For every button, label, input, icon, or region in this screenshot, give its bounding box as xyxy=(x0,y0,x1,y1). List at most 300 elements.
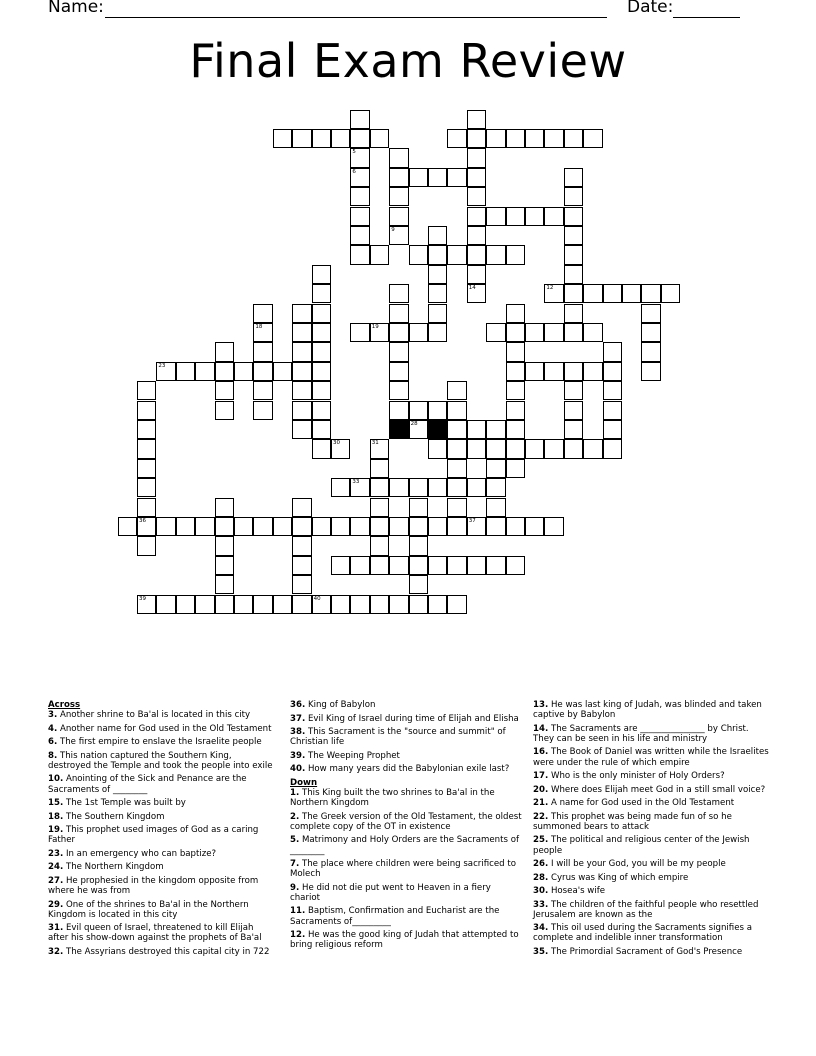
crossword-cell[interactable] xyxy=(506,381,525,400)
clue-number-label: 39 xyxy=(139,595,146,602)
crossword-cell[interactable] xyxy=(447,401,466,420)
crossword-cell[interactable] xyxy=(331,556,350,575)
crossword-cell[interactable] xyxy=(641,342,660,361)
crossword-cell[interactable] xyxy=(137,498,156,517)
clue-item xyxy=(533,724,769,744)
crossword-cell[interactable] xyxy=(525,323,544,342)
clue-number: 20. xyxy=(533,784,549,795)
crossword-cell[interactable] xyxy=(312,362,331,381)
crossword-cell[interactable] xyxy=(447,478,466,497)
crossword-cell[interactable] xyxy=(389,342,408,361)
crossword-cell[interactable] xyxy=(641,323,660,342)
crossword-cell[interactable] xyxy=(641,284,660,303)
clue-text: Where does Elijah meet God in a still small voice? xyxy=(548,784,766,795)
clue-text: The Southern Kingdom xyxy=(63,811,165,822)
crossword-cell[interactable] xyxy=(137,381,156,400)
clue-text: Matrimony and Holy Orders are the Sacraments of ________ xyxy=(290,835,519,856)
crossword-cell[interactable] xyxy=(312,265,331,284)
clue-number: 31. xyxy=(48,923,64,934)
clue-item xyxy=(290,883,522,903)
crossword-cell[interactable] xyxy=(467,168,486,187)
crossword-cell[interactable] xyxy=(447,129,466,148)
crossword-cell[interactable] xyxy=(331,478,350,497)
crossword-cell[interactable] xyxy=(389,187,408,206)
clue-number: 12. xyxy=(290,930,306,941)
crossword-cell[interactable] xyxy=(409,478,428,497)
crossword-cell[interactable] xyxy=(564,168,583,187)
crossword-cell[interactable] xyxy=(428,245,447,264)
crossword-cell[interactable] xyxy=(370,459,389,478)
crossword-cell[interactable] xyxy=(253,517,272,536)
clue-text: The Primordial Sacrament of God's Presence xyxy=(548,946,743,957)
crossword-cell[interactable] xyxy=(215,342,234,361)
crossword-cell[interactable] xyxy=(409,401,428,420)
crossword-cell[interactable] xyxy=(273,362,292,381)
crossword-cell[interactable] xyxy=(409,517,428,536)
crossword-cell[interactable] xyxy=(564,207,583,226)
crossword-cell[interactable] xyxy=(506,323,525,342)
crossword-cell[interactable] xyxy=(486,207,505,226)
crossword-cell[interactable] xyxy=(409,420,428,439)
clue-number: 36. xyxy=(290,700,306,710)
clue-number: 29. xyxy=(48,899,64,910)
crossword-cell[interactable] xyxy=(622,284,641,303)
clue-item xyxy=(48,947,276,957)
crossword-cell[interactable] xyxy=(137,536,156,555)
clue-number: 17. xyxy=(533,771,549,782)
clue-text: This Sacrament is the "source and summit" of Christian life xyxy=(290,727,506,748)
crossword-cell[interactable] xyxy=(350,168,369,187)
clue-number: 18. xyxy=(48,811,64,822)
across-clue-list xyxy=(48,710,276,957)
crossword-cell[interactable] xyxy=(428,439,447,458)
crossword-cell[interactable] xyxy=(467,129,486,148)
clue-number: 13. xyxy=(533,700,549,710)
crossword-cell[interactable] xyxy=(389,381,408,400)
crossword-cell[interactable] xyxy=(428,556,447,575)
crossword-cell[interactable] xyxy=(253,381,272,400)
crossword-cell[interactable] xyxy=(312,381,331,400)
crossword-cell[interactable] xyxy=(350,323,369,342)
clue-text: He was the good king of Judah that attempted to bring religious reform xyxy=(290,930,519,951)
crossword-cell[interactable] xyxy=(486,420,505,439)
crossword-cell[interactable] xyxy=(583,284,602,303)
crossword-cell[interactable] xyxy=(137,420,156,439)
crossword-cell[interactable] xyxy=(603,401,622,420)
crossword-cell[interactable] xyxy=(506,517,525,536)
crossword-cell[interactable] xyxy=(603,439,622,458)
crossword-cell[interactable] xyxy=(641,304,660,323)
crossword-cell[interactable] xyxy=(312,342,331,361)
clue-item xyxy=(533,859,769,869)
crossword-cell[interactable] xyxy=(409,595,428,614)
crossword-cell[interactable] xyxy=(603,342,622,361)
crossword-cell[interactable] xyxy=(215,595,234,614)
crossword-cell[interactable] xyxy=(312,595,331,614)
crossword-cell[interactable] xyxy=(389,401,408,420)
crossword-cell[interactable] xyxy=(506,129,525,148)
crossword-cell[interactable] xyxy=(292,381,311,400)
clue-text: Another name for God used in the Old Testament xyxy=(57,723,272,734)
crossword-cell[interactable] xyxy=(156,517,175,536)
crossword-cell[interactable] xyxy=(389,362,408,381)
clue-text: A name for God used in the Old Testament xyxy=(548,798,735,809)
clue-number: 9. xyxy=(290,882,300,893)
crossword-cell[interactable] xyxy=(447,168,466,187)
crossword-cell[interactable] xyxy=(564,284,583,303)
crossword-cell[interactable] xyxy=(215,536,234,555)
crossword-cell[interactable] xyxy=(467,517,486,536)
crossword-cell[interactable] xyxy=(525,517,544,536)
crossword-cell[interactable] xyxy=(389,284,408,303)
crossword-cell[interactable] xyxy=(292,401,311,420)
crossword-cell[interactable] xyxy=(661,284,680,303)
crossword-cell[interactable] xyxy=(467,556,486,575)
crossword-cell[interactable] xyxy=(389,595,408,614)
clue-number: 27. xyxy=(48,875,64,886)
crossword-cell[interactable] xyxy=(506,207,525,226)
crossword-cell[interactable] xyxy=(292,362,311,381)
crossword-cell[interactable] xyxy=(447,459,466,478)
crossword-cell[interactable] xyxy=(603,420,622,439)
crossword-cell[interactable] xyxy=(292,575,311,594)
crossword-cell[interactable] xyxy=(389,517,408,536)
crossword-cell[interactable] xyxy=(467,245,486,264)
crossword-cell[interactable] xyxy=(312,420,331,439)
crossword-cell[interactable] xyxy=(428,226,447,245)
crossword-cell[interactable] xyxy=(292,517,311,536)
crossword-cell[interactable] xyxy=(525,362,544,381)
crossword-cell[interactable] xyxy=(350,556,369,575)
crossword-cell[interactable] xyxy=(564,362,583,381)
crossword-cell[interactable] xyxy=(176,517,195,536)
clue-item xyxy=(533,798,769,808)
crossword-cell[interactable] xyxy=(370,439,389,458)
crossword-cell[interactable] xyxy=(428,304,447,323)
crossword-cell[interactable] xyxy=(506,245,525,264)
clue-text: He prophesied in the kingdom opposite from where he was from xyxy=(48,875,259,897)
crossword-cell[interactable] xyxy=(312,284,331,303)
crossword-cell[interactable] xyxy=(273,517,292,536)
crossword-cell[interactable] xyxy=(273,129,292,148)
crossword-cell[interactable] xyxy=(467,420,486,439)
crossword-cell[interactable] xyxy=(370,536,389,555)
crossword-cell[interactable] xyxy=(292,536,311,555)
crossword-cell[interactable] xyxy=(292,304,311,323)
crossword-cell[interactable] xyxy=(389,478,408,497)
crossword-cell[interactable] xyxy=(350,595,369,614)
crossword-cell[interactable] xyxy=(564,129,583,148)
crossword-cell[interactable] xyxy=(544,362,563,381)
crossword-cell[interactable] xyxy=(486,498,505,517)
crossword-cell[interactable] xyxy=(506,459,525,478)
crossword-cell[interactable] xyxy=(331,517,350,536)
across-clue-list-continued xyxy=(290,700,522,774)
crossword-cell[interactable] xyxy=(603,362,622,381)
crossword-cell[interactable] xyxy=(486,517,505,536)
crossword-cell[interactable] xyxy=(564,226,583,245)
crossword-cell[interactable] xyxy=(428,478,447,497)
crossword-cell[interactable] xyxy=(389,304,408,323)
crossword-cell[interactable] xyxy=(583,439,602,458)
clue-item xyxy=(48,862,276,872)
crossword-cell[interactable] xyxy=(292,556,311,575)
crossword-cell[interactable] xyxy=(253,362,272,381)
crossword-cell[interactable] xyxy=(447,381,466,400)
crossword-block xyxy=(428,420,447,439)
crossword-cell[interactable] xyxy=(370,245,389,264)
crossword-cell[interactable] xyxy=(137,439,156,458)
crossword-cell[interactable] xyxy=(447,517,466,536)
crossword-cell[interactable] xyxy=(525,439,544,458)
clue-number: 40. xyxy=(290,764,306,775)
clue-item xyxy=(533,785,769,795)
crossword-cell[interactable] xyxy=(195,595,214,614)
crossword-cell[interactable] xyxy=(350,110,369,129)
crossword-cell[interactable] xyxy=(273,595,292,614)
crossword-cell[interactable] xyxy=(292,498,311,517)
clue-item xyxy=(290,751,522,761)
crossword-cell[interactable] xyxy=(253,401,272,420)
crossword-cell[interactable] xyxy=(583,129,602,148)
crossword-cell[interactable] xyxy=(467,265,486,284)
down-heading: Down xyxy=(290,777,318,788)
crossword-cell[interactable] xyxy=(215,362,234,381)
crossword-cell[interactable] xyxy=(292,342,311,361)
crossword-cell[interactable] xyxy=(331,595,350,614)
crossword-cell[interactable] xyxy=(486,556,505,575)
clue-text: Another shrine to Ba'al is located in this city xyxy=(57,710,251,721)
clue-text: Cyrus was King of which empire xyxy=(548,872,689,883)
crossword-cell[interactable] xyxy=(215,381,234,400)
crossword-cell[interactable] xyxy=(428,517,447,536)
clue-number: 1. xyxy=(290,787,300,798)
clue-item xyxy=(48,923,276,943)
crossword-cell[interactable] xyxy=(467,284,486,303)
crossword-cell[interactable] xyxy=(447,439,466,458)
crossword-cell[interactable] xyxy=(156,362,175,381)
crossword-cell[interactable] xyxy=(506,362,525,381)
crossword-cell[interactable] xyxy=(292,323,311,342)
crossword-cell[interactable] xyxy=(409,498,428,517)
crossword-cell[interactable] xyxy=(583,362,602,381)
crossword-cell[interactable] xyxy=(447,245,466,264)
crossword-cell[interactable] xyxy=(544,517,563,536)
crossword-cell[interactable] xyxy=(215,401,234,420)
crossword-cell[interactable] xyxy=(544,284,563,303)
crossword-cell[interactable] xyxy=(467,478,486,497)
crossword-cell[interactable] xyxy=(350,245,369,264)
crossword-cell[interactable] xyxy=(137,595,156,614)
crossword-cell[interactable] xyxy=(253,595,272,614)
crossword-cell[interactable] xyxy=(409,575,428,594)
crossword-cell[interactable] xyxy=(370,478,389,497)
crossword-cell[interactable] xyxy=(176,595,195,614)
clue-number: 8. xyxy=(48,750,58,761)
crossword-cell[interactable] xyxy=(409,556,428,575)
clue-text: This King built the two shrines to Ba'al in the Northern Kingdom xyxy=(290,787,495,809)
crossword-cell[interactable] xyxy=(312,129,331,148)
crossword-cell[interactable] xyxy=(583,323,602,342)
crossword-cell[interactable] xyxy=(389,226,408,245)
crossword-cell[interactable] xyxy=(506,420,525,439)
crossword-cell[interactable] xyxy=(447,420,466,439)
crossword-cell[interactable] xyxy=(253,342,272,361)
crossword-cell[interactable] xyxy=(195,362,214,381)
crossword-cell[interactable] xyxy=(506,342,525,361)
crossword-cell[interactable] xyxy=(544,439,563,458)
crossword-cell[interactable] xyxy=(506,401,525,420)
crossword-cell[interactable] xyxy=(428,323,447,342)
crossword-cell[interactable] xyxy=(350,148,369,167)
crossword-cell[interactable] xyxy=(564,323,583,342)
crossword-cell[interactable] xyxy=(428,284,447,303)
crossword-cell[interactable] xyxy=(447,498,466,517)
crossword-cell[interactable] xyxy=(370,498,389,517)
clue-number-label: 12 xyxy=(546,285,554,292)
clue-number: 7. xyxy=(290,859,300,870)
clue-number: 23. xyxy=(48,848,64,859)
crossword-cell[interactable] xyxy=(234,517,253,536)
crossword-cell[interactable] xyxy=(467,207,486,226)
crossword-cell[interactable] xyxy=(176,362,195,381)
crossword-cell[interactable] xyxy=(350,226,369,245)
crossword-cell[interactable] xyxy=(195,517,214,536)
crossword-cell[interactable] xyxy=(234,595,253,614)
crossword-cell[interactable] xyxy=(486,245,505,264)
crossword-cell[interactable] xyxy=(215,498,234,517)
crossword-cell[interactable] xyxy=(603,284,622,303)
crossword-cell[interactable] xyxy=(544,323,563,342)
clue-number: 30. xyxy=(533,886,549,897)
crossword-cell[interactable] xyxy=(253,323,272,342)
crossword-cell[interactable] xyxy=(409,245,428,264)
crossword-cell[interactable] xyxy=(447,556,466,575)
crossword-cell[interactable] xyxy=(215,556,234,575)
crossword-cell[interactable] xyxy=(428,595,447,614)
crossword-cell[interactable] xyxy=(292,420,311,439)
crossword-cell[interactable] xyxy=(312,517,331,536)
crossword-cell[interactable] xyxy=(350,129,369,148)
crossword-cell[interactable] xyxy=(312,323,331,342)
crossword-cell[interactable] xyxy=(525,129,544,148)
crossword-cell[interactable] xyxy=(486,129,505,148)
crossword-cell[interactable] xyxy=(467,187,486,206)
crossword-cell[interactable] xyxy=(428,401,447,420)
crossword-cell[interactable] xyxy=(312,439,331,458)
crossword-cell[interactable] xyxy=(389,556,408,575)
crossword-cell[interactable] xyxy=(118,517,137,536)
crossword-cell[interactable] xyxy=(215,575,234,594)
clue-text: Evil King of Israel during time of Elijah and Elisha xyxy=(305,713,519,724)
crossword-cell[interactable] xyxy=(467,110,486,129)
crossword-cell[interactable] xyxy=(370,517,389,536)
crossword-cell[interactable] xyxy=(292,595,311,614)
crossword-cell[interactable] xyxy=(350,478,369,497)
crossword-cell[interactable] xyxy=(564,245,583,264)
crossword-cell[interactable] xyxy=(389,207,408,226)
crossword-cell[interactable] xyxy=(525,207,544,226)
crossword-cell[interactable] xyxy=(156,595,175,614)
crossword-cell[interactable] xyxy=(467,439,486,458)
crossword-cell[interactable] xyxy=(564,187,583,206)
crossword-cell[interactable] xyxy=(350,187,369,206)
crossword-cell[interactable] xyxy=(564,401,583,420)
crossword-cell[interactable] xyxy=(137,459,156,478)
crossword-cell[interactable] xyxy=(486,439,505,458)
clue-item xyxy=(48,876,276,896)
crossword-cell[interactable] xyxy=(467,148,486,167)
crossword-cell[interactable] xyxy=(428,265,447,284)
crossword-cell[interactable] xyxy=(564,304,583,323)
clue-text: The Weeping Prophet xyxy=(305,750,400,761)
clue-text: The first empire to enslave the Israelite people xyxy=(57,737,262,748)
crossword-cell[interactable] xyxy=(564,439,583,458)
crossword-cell[interactable] xyxy=(234,362,253,381)
crossword-cell[interactable] xyxy=(486,459,505,478)
crossword-cell[interactable] xyxy=(603,381,622,400)
crossword-cell[interactable] xyxy=(428,168,447,187)
crossword-cell[interactable] xyxy=(544,207,563,226)
clue-item xyxy=(48,774,276,794)
clue-number: 33. xyxy=(533,899,549,910)
crossword-cell[interactable] xyxy=(370,595,389,614)
crossword-cell[interactable] xyxy=(331,439,350,458)
crossword-cell[interactable] xyxy=(564,265,583,284)
crossword-cell[interactable] xyxy=(389,323,408,342)
clue-number-label: 18 xyxy=(255,323,263,330)
crossword-cell[interactable] xyxy=(370,556,389,575)
crossword-cell[interactable] xyxy=(564,381,583,400)
crossword-cell[interactable] xyxy=(215,517,234,536)
crossword-cell[interactable] xyxy=(292,129,311,148)
crossword-cell[interactable] xyxy=(370,323,389,342)
crossword-cell[interactable] xyxy=(544,129,563,148)
crossword-cell[interactable] xyxy=(137,478,156,497)
crossword-cell[interactable] xyxy=(467,226,486,245)
crossword-cell[interactable] xyxy=(447,595,466,614)
crossword-cell[interactable] xyxy=(253,304,272,323)
crossword-cell[interactable] xyxy=(137,401,156,420)
crossword-cell[interactable] xyxy=(506,304,525,323)
crossword-cell[interactable] xyxy=(350,207,369,226)
crossword-cell[interactable] xyxy=(564,420,583,439)
crossword-cell[interactable] xyxy=(486,478,505,497)
crossword-cell[interactable] xyxy=(137,517,156,536)
crossword-cell[interactable] xyxy=(389,148,408,167)
clue-text: Hosea's wife xyxy=(548,886,606,897)
crossword-cell[interactable] xyxy=(409,536,428,555)
crossword-cell[interactable] xyxy=(506,556,525,575)
crossword-cell[interactable] xyxy=(331,129,350,148)
crossword-cell[interactable] xyxy=(370,129,389,148)
crossword-cell[interactable] xyxy=(350,517,369,536)
crossword-cell[interactable] xyxy=(312,401,331,420)
date-label: Date: xyxy=(627,0,674,17)
clue-item xyxy=(48,798,276,808)
crossword-cell[interactable] xyxy=(641,362,660,381)
clue-item xyxy=(48,710,276,720)
clue-number: 25. xyxy=(533,835,549,846)
crossword-cell[interactable] xyxy=(486,323,505,342)
crossword-cell[interactable] xyxy=(506,439,525,458)
clues-column-2 xyxy=(290,700,522,954)
crossword-cell[interactable] xyxy=(409,168,428,187)
crossword-cell[interactable] xyxy=(389,168,408,187)
crossword-cell[interactable] xyxy=(409,323,428,342)
crossword-cell[interactable] xyxy=(312,304,331,323)
clue-number: 32. xyxy=(48,946,64,957)
